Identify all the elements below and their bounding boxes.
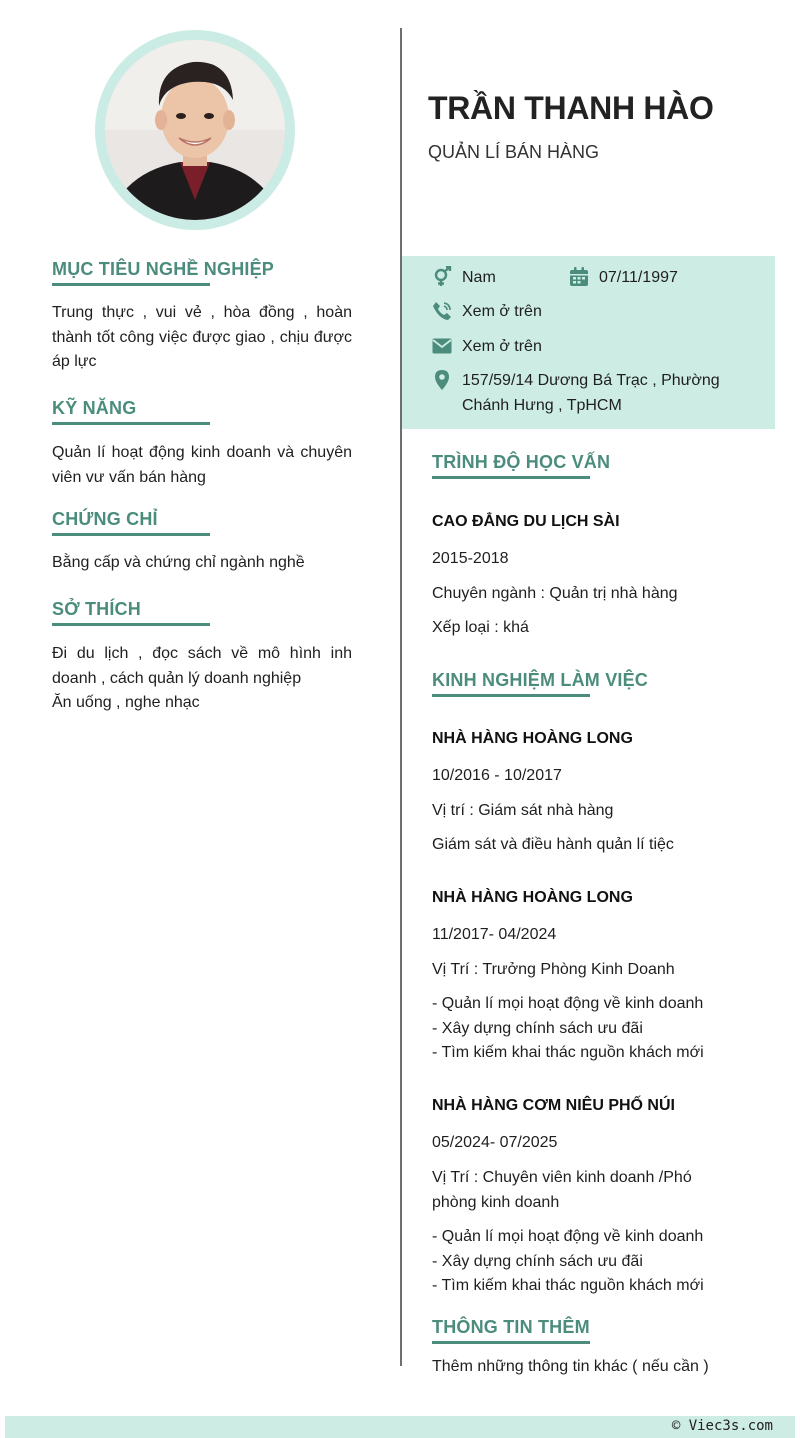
address-line-1: 157/59/14 Dương Bá Trạc , Phường — [462, 372, 720, 389]
section-underline — [432, 694, 590, 697]
address-value — [462, 369, 762, 418]
gender-icon — [431, 266, 453, 288]
phone-value: Xem ở trên — [462, 303, 542, 320]
hobbies-text-2: Ăn uống , nghe nhạc — [52, 694, 200, 711]
section-title-skills: KỸ NĂNG — [52, 398, 137, 418]
section-underline — [432, 1341, 590, 1344]
job-duty: - Tìm kiếm khai thác nguồn khách mới — [432, 1277, 704, 1294]
job-duty: - Xây dựng chính sách ưu đãi — [432, 1253, 643, 1270]
education-grade: Xếp loại : khá — [432, 619, 529, 636]
section-title-additional: THÔNG TIN THÊM — [432, 1317, 590, 1337]
section-title-experience: KINH NGHIỆM LÀM VIỆC — [432, 670, 649, 690]
job-company: NHÀ HÀNG HOÀNG LONG — [432, 730, 633, 747]
job-company: NHÀ HÀNG HOÀNG LONG — [432, 889, 633, 906]
job-duty: - Quản lí mọi hoạt động về kinh doanh — [432, 1228, 704, 1245]
section-underline — [52, 623, 210, 626]
job-position: Vị trí : Giám sát nhà hàng — [432, 802, 614, 819]
job-period: 05/2024- 07/2025 — [432, 1134, 558, 1151]
footer-credit: © Viec3s.com — [671, 1418, 773, 1434]
section-title-education: TRÌNH ĐỘ HỌC VẤN — [432, 452, 611, 472]
footer-bar — [5, 1416, 795, 1438]
email-value: Xem ở trên — [462, 338, 542, 355]
certificates-text: Bằng cấp và chứng chỉ ngành nghề — [52, 554, 305, 571]
education-years: 2015-2018 — [432, 550, 509, 567]
section-underline — [52, 283, 210, 286]
section-underline — [52, 422, 210, 425]
calendar-icon — [568, 266, 590, 288]
education-major: Chuyên ngành : Quản trị nhà hàng — [432, 585, 678, 602]
job-position: Vị Trí : Trưởng Phòng Kinh Doanh — [432, 961, 675, 978]
location-pin-icon — [431, 369, 453, 391]
candidate-name: TRẦN THANH HÀO — [428, 90, 714, 126]
job-period: 11/2017- 04/2024 — [432, 926, 557, 943]
objective-text: Trung thực , vui vẻ , hòa đồng , hoàn thành tốt công việc được giao , chịu được áp lực — [52, 304, 352, 370]
section-title-certificates: CHỨNG CHỈ — [52, 509, 158, 529]
candidate-job-title: QUẢN LÍ BÁN HÀNG — [428, 142, 600, 162]
job-duty: - Tìm kiếm khai thác nguồn khách mới — [432, 1044, 704, 1061]
education-school: CAO ĐẲNG DU LỊCH SÀI — [432, 513, 620, 530]
job-duty: - Quản lí mọi hoạt động về kinh doanh — [432, 995, 704, 1012]
gender-value: Nam — [462, 269, 496, 286]
section-title-hobbies: SỞ THÍCH — [52, 599, 141, 619]
address-line-2: Chánh Hưng , TpHCM — [462, 396, 622, 414]
job-company: NHÀ HÀNG CƠM NIÊU PHỐ NÚI — [432, 1097, 675, 1114]
avatar-ring — [95, 30, 295, 230]
birthday-value: 07/11/1997 — [599, 269, 678, 286]
job-duty: - Xây dựng chính sách ưu đãi — [432, 1020, 643, 1037]
job-period: 10/2016 - 10/2017 — [432, 767, 562, 784]
job-duty: Giám sát và điều hành quản lí tiệc — [432, 836, 674, 853]
section-underline — [432, 476, 590, 479]
job-position: Vị Trí : Chuyên viên kinh doanh /Phó phòng kinh doanh — [432, 1169, 692, 1211]
skills-text: Quản lí hoạt động kinh doanh và chuyên viên vư vấn bán hàng — [52, 444, 352, 486]
section-title-objective: MỤC TIÊU NGHỀ NGHIỆP — [52, 259, 275, 279]
avatar-photo — [105, 40, 285, 220]
column-divider — [400, 28, 402, 1366]
avatar — [105, 40, 285, 220]
email-icon — [431, 335, 453, 357]
phone-icon — [431, 300, 453, 322]
hobbies-text-1: Đi du lịch , đọc sách về mô hình inh doanh , cách quản lý doanh nghiệp — [52, 645, 352, 687]
section-underline — [52, 533, 210, 536]
additional-text: Thêm những thông tin khác ( nếu cần ) — [432, 1358, 709, 1375]
